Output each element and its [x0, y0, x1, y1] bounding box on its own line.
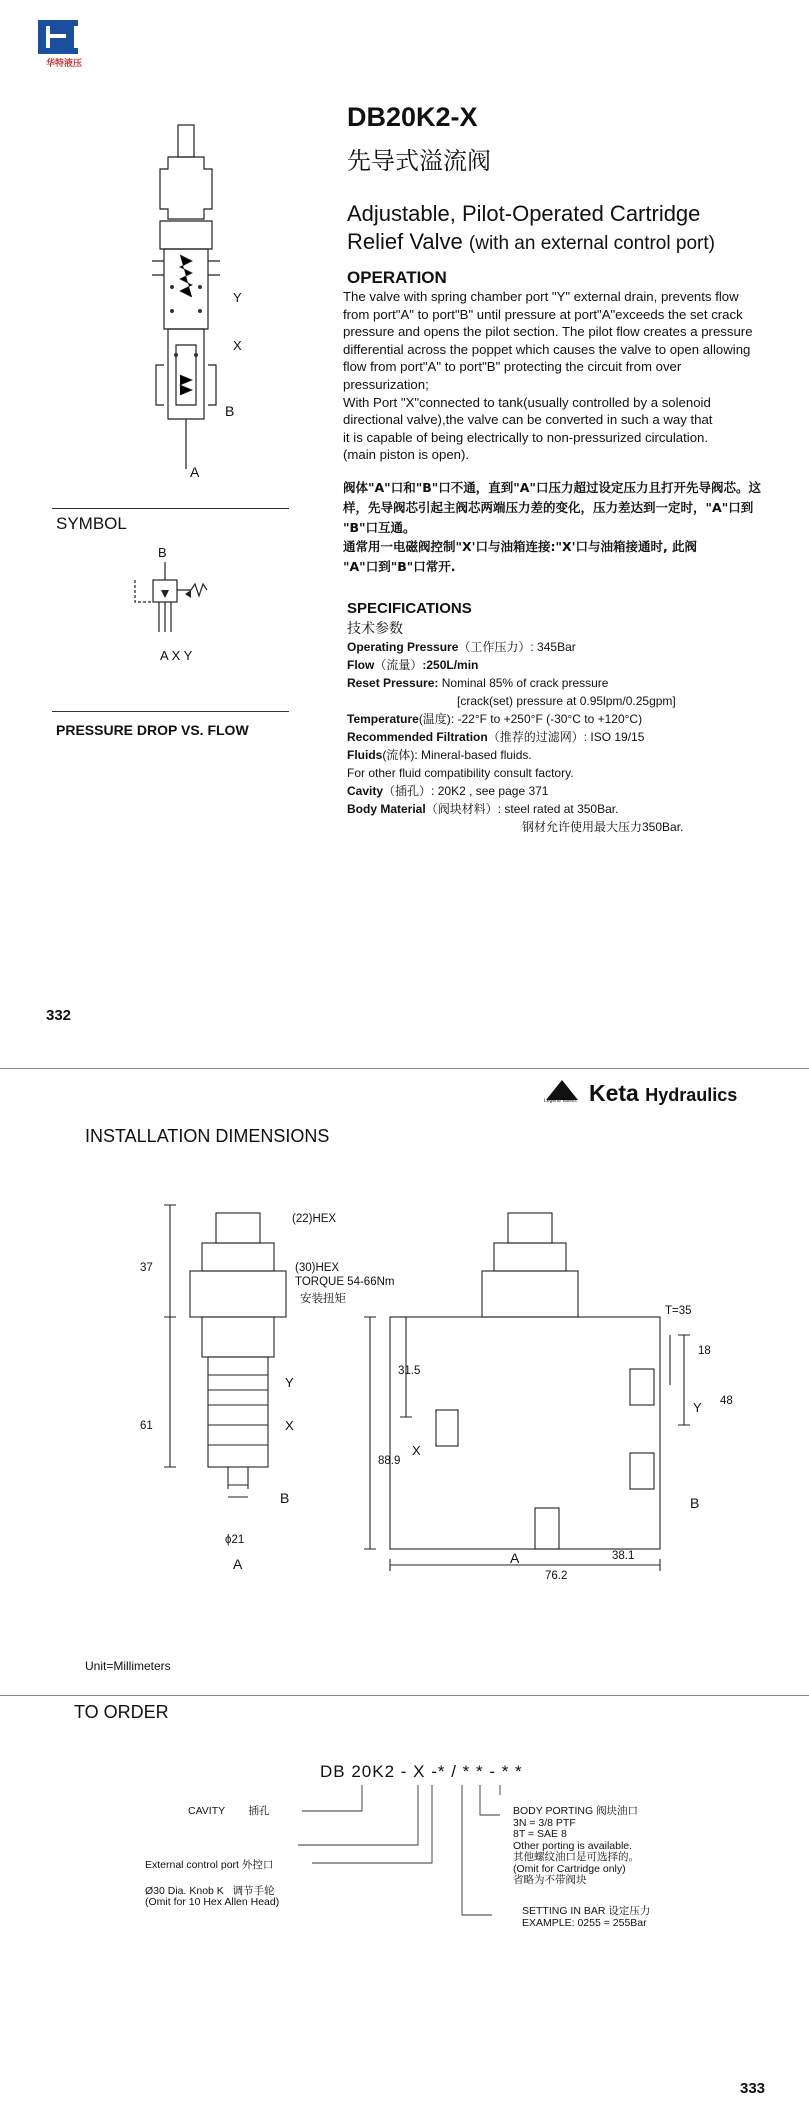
order-code: DB 20K2 - X -* / * * - * *: [320, 1762, 523, 1781]
spec-reset-pressure: Reset Pressure: Nominal 85% of crack pressure: [347, 676, 609, 690]
spec-filtration: Recommended Filtration（推荐的过滤网）: ISO 19/15: [347, 730, 645, 744]
specifications-list: [347, 638, 787, 836]
dim-37: 37: [140, 1262, 153, 1274]
valve-symbol-icon: [125, 560, 215, 640]
spec-cavity: Cavity（插孔）: 20K2 , see page 371: [347, 784, 549, 798]
subtitle-line-2: Relief Valve (with an external control port): [347, 229, 715, 254]
spec-body-note-cn: 钢材允许使用最大压力350Bar.: [522, 820, 684, 834]
brand-name: Keta Hydraulics: [589, 1080, 738, 1106]
model-title-cn: 先导式溢流阀: [347, 147, 491, 175]
op-line: pressure and opens the pilot section. The pilot flow creates a pressure: [343, 324, 753, 340]
dim-18: 18: [698, 1345, 711, 1357]
spec-flow: Flow（流量）:250L/min: [347, 658, 479, 672]
op-line: directional valve),the valve can be converted in such a way that: [343, 412, 713, 428]
dim-38-1: 38.1: [612, 1550, 635, 1562]
page-divider: [0, 1068, 809, 1069]
op-line: The valve with spring chamber port "Y" external drain, prevents flow: [343, 289, 739, 304]
op-line: from port"A" to port"B" until pressure at port"A"exceeds the set crack: [343, 306, 743, 322]
spec-operating-pressure: Operating Pressure（工作压力）: 345Bar: [347, 640, 576, 654]
op-line: differential across the poppet which causes the valve to open allowing: [343, 341, 751, 357]
spec-body-material: Body Material（阀块材料）: steel rated at 350Bar.: [347, 802, 619, 816]
keta-brand: [544, 1078, 754, 1110]
op-line: it is capable of being electrically to non-pressurized circulation.: [343, 429, 709, 445]
inst-port-b-left: B: [280, 1490, 290, 1506]
spec-temperature: Temperature(温度): -22°F to +250°F (-30°C to +120°C): [347, 712, 643, 726]
order-knob-note: (Omit for 10 Hex Allen Head): [145, 1896, 280, 1908]
torque-label: TORQUE 54-66Nm: [295, 1276, 395, 1288]
spec-fluids-note: For other fluid compatibility consult factory.: [347, 766, 574, 780]
logo-caption: 华特液压: [45, 59, 82, 69]
cn-line: "A"口到"B"口常开.: [343, 559, 456, 574]
dim-88-9: 88.9: [378, 1455, 401, 1467]
inst-port-x-right: X: [412, 1443, 421, 1458]
order-external-port: External control port 外控口: [145, 1859, 274, 1871]
units-note: Unit=Millimeters: [85, 1659, 171, 1673]
inst-port-a-left: A: [233, 1556, 243, 1572]
dim-76-2: 76.2: [545, 1570, 568, 1582]
dim-48: 48: [720, 1395, 733, 1407]
divider: [52, 711, 289, 712]
order-setting: SETTING IN BAR 设定压力 EXAMPLE: 0255 = 255Bar: [522, 1905, 651, 1929]
dim-t35: T=35: [665, 1305, 692, 1317]
order-leader-lines: [290, 1785, 540, 1925]
section-divider: [0, 1695, 809, 1696]
specifications-heading-cn: 技术参数: [347, 621, 403, 637]
op-line: flow from port"A" to port"B" protecting the circuit from over: [343, 359, 682, 375]
inst-port-x-left: X: [285, 1418, 294, 1433]
inst-port-y-left: Y: [285, 1375, 294, 1390]
operation-text: [343, 288, 798, 464]
order-knob: Ø30 Dia. Knob K 调节手轮: [145, 1885, 275, 1897]
op-line: With Port "X"connected to tank(usually controlled by a solenoid: [343, 394, 711, 410]
dim-31-5: 31.5: [398, 1365, 421, 1377]
dim-22-hex: (22)HEX: [292, 1213, 337, 1225]
installation-drawing: [130, 1185, 770, 1585]
brand-tagline: Legend Valves: [544, 1098, 577, 1104]
cn-line: 阀体"A"口和"B"口不通，直到"A"口压力超过设定压力且打开先导阀芯。这: [343, 480, 761, 495]
divider: [52, 508, 289, 509]
dim-30-hex: (30)HEX: [295, 1262, 340, 1274]
torque-label-cn: 安装扭矩: [300, 1291, 346, 1305]
port-x-label: X: [233, 338, 242, 353]
product-subtitle: [347, 200, 787, 258]
cartridge-section-drawing: [120, 105, 300, 485]
port-a-label: A: [190, 464, 200, 480]
port-y-label: Y: [233, 290, 242, 305]
subtitle-line-1: Adjustable, Pilot-Operated Cartridge: [347, 201, 701, 226]
order-body-porting: BODY PORTING 阀块油口 3N = 3/8 PTF 8T = SAE 8 Other porting is available. 其他螺纹油口是可选择的。 (Omit for Cartridge only) 省略为不带阀块: [513, 1805, 639, 1886]
installation-heading: INSTALLATION DIMENSIONS: [85, 1126, 330, 1146]
pressure-drop-heading: PRESSURE DROP VS. FLOW: [56, 722, 249, 738]
inst-port-b-right: B: [690, 1495, 700, 1511]
op-line: (main piston is open).: [343, 447, 470, 463]
symbol-port-b: B: [158, 545, 167, 560]
symbol-ports-axy: A X Y: [160, 648, 193, 663]
dim-61: 61: [140, 1420, 153, 1432]
cn-line: 通常用一电磁阀控制"X'口与油箱连接:"X'口与油箱接通时, 此阀: [343, 539, 698, 554]
symbol-heading: SYMBOL: [56, 514, 127, 533]
page-number-left: 332: [46, 1007, 72, 1024]
spec-reset-pressure-note: [crack(set) pressure at 0.95lpm/0.25gpm]: [457, 694, 676, 708]
dim-dia-21: ϕ21: [225, 1534, 245, 1546]
operation-heading: OPERATION: [347, 268, 447, 287]
to-order-heading: TO ORDER: [74, 1702, 169, 1722]
spec-fluids: Fluids(流体): Mineral-based fluids.: [347, 748, 532, 762]
op-line: pressurization;: [343, 376, 429, 392]
specifications-heading: SPECIFICATIONS: [347, 600, 472, 617]
model-title: DB20K2-X: [347, 102, 478, 132]
operation-text-cn: [343, 478, 798, 538]
cn-line: 样，先导阀芯引起主阀芯两端压力差的变化，压力差达到一定时，"A"口到: [343, 500, 754, 515]
cn-line: "B"口互通。: [343, 520, 416, 535]
port-b-label: B: [225, 403, 235, 419]
company-logo: [24, 20, 104, 68]
inst-port-y-right: Y: [693, 1400, 702, 1415]
inst-port-a-right: A: [510, 1550, 520, 1566]
page-number-right: 333: [740, 2080, 766, 2097]
order-cavity: CAVITY 插孔: [188, 1805, 270, 1817]
logo-mark: [38, 20, 78, 54]
operation-text-cn-2: [343, 537, 798, 577]
